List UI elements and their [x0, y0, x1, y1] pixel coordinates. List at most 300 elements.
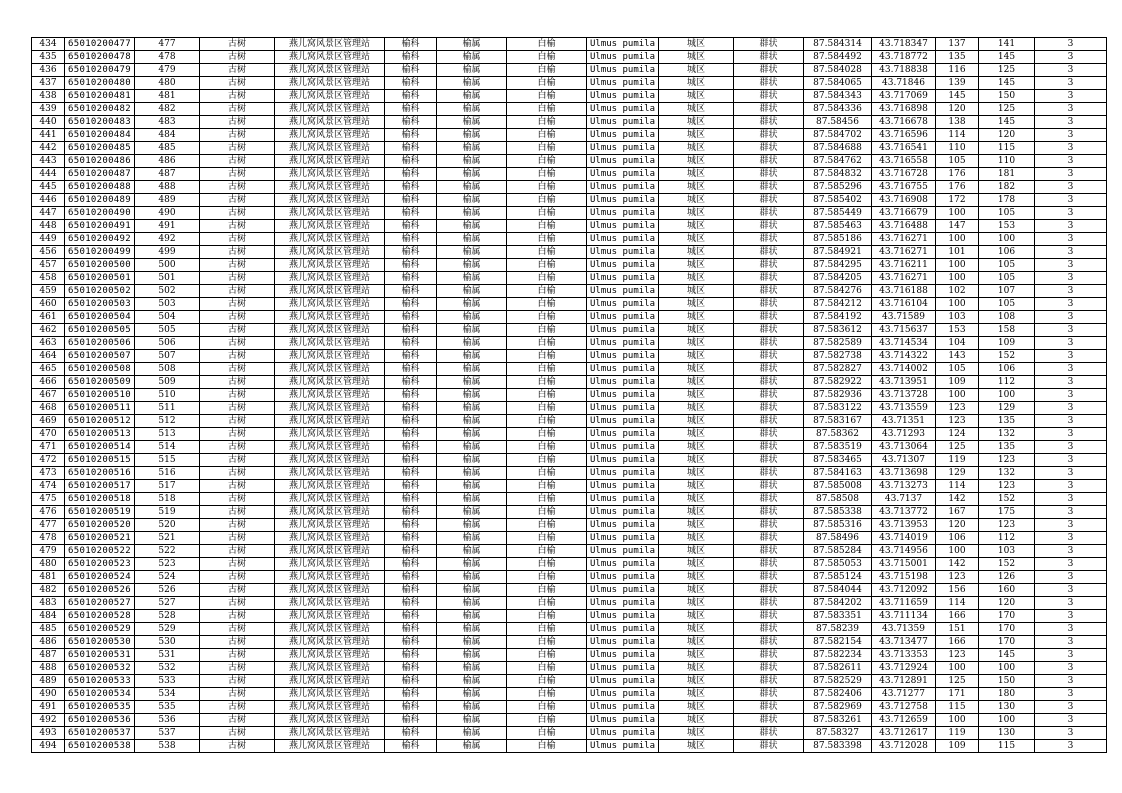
latitude-cell: 43.716679 [872, 207, 936, 220]
genus-cell: 榆属 [437, 545, 507, 558]
seq-cell: 457 [32, 259, 65, 272]
tree-code-cell: 65010200515 [65, 454, 135, 467]
age-cell: 100 [936, 298, 979, 311]
longitude-cell: 87.585284 [804, 545, 872, 558]
age-estimate-cell: 150 [979, 90, 1035, 103]
age-cell: 166 [936, 610, 979, 623]
latitude-cell: 43.718347 [872, 38, 936, 51]
species-cell: 白榆 [507, 155, 587, 168]
management-unit-cell: 燕儿窝风景区管理站 [275, 233, 385, 246]
family-cell: 榆科 [385, 610, 437, 623]
age-cell: 114 [936, 129, 979, 142]
age-estimate-cell: 106 [979, 363, 1035, 376]
seq-cell: 470 [32, 428, 65, 441]
genus-cell: 榆属 [437, 714, 507, 727]
species-cell: 白榆 [507, 142, 587, 155]
age-cell: 100 [936, 259, 979, 272]
latin-name-cell: Ulmus pumila [587, 51, 659, 64]
category-cell: 古树 [200, 649, 275, 662]
age-cell: 100 [936, 272, 979, 285]
management-unit-cell: 燕儿窝风景区管理站 [275, 363, 385, 376]
distribution-cell: 群状 [734, 337, 804, 350]
age-estimate-cell: 109 [979, 337, 1035, 350]
genus-cell: 榆属 [437, 38, 507, 51]
district-cell: 城区 [659, 64, 734, 77]
longitude-cell: 87.582738 [804, 350, 872, 363]
latitude-cell: 43.71846 [872, 77, 936, 90]
age-estimate-cell: 125 [979, 103, 1035, 116]
latitude-cell: 43.713728 [872, 389, 936, 402]
age-estimate-cell: 123 [979, 480, 1035, 493]
category-cell: 古树 [200, 194, 275, 207]
management-unit-cell: 燕儿窝风景区管理站 [275, 415, 385, 428]
latin-name-cell: Ulmus pumila [587, 207, 659, 220]
tree-number-cell: 533 [135, 675, 200, 688]
management-unit-cell: 燕儿窝风景区管理站 [275, 402, 385, 415]
family-cell: 榆科 [385, 311, 437, 324]
latin-name-cell: Ulmus pumila [587, 532, 659, 545]
age-cell: 125 [936, 441, 979, 454]
tree-number-cell: 500 [135, 259, 200, 272]
longitude-cell: 87.58239 [804, 623, 872, 636]
tree-number-cell: 524 [135, 571, 200, 584]
species-cell: 白榆 [507, 116, 587, 129]
seq-cell: 438 [32, 90, 65, 103]
latitude-cell: 43.712659 [872, 714, 936, 727]
age-cell: 109 [936, 740, 979, 753]
seq-cell: 489 [32, 675, 65, 688]
age-cell: 110 [936, 142, 979, 155]
district-cell: 城区 [659, 480, 734, 493]
category-cell: 古树 [200, 701, 275, 714]
tree-number-cell: 509 [135, 376, 200, 389]
species-cell: 白榆 [507, 168, 587, 181]
longitude-cell: 87.583519 [804, 441, 872, 454]
tree-code-cell: 65010200480 [65, 77, 135, 90]
management-unit-cell: 燕儿窝风景区管理站 [275, 246, 385, 259]
latitude-cell: 43.7137 [872, 493, 936, 506]
distribution-cell: 群状 [734, 116, 804, 129]
age-cell: 100 [936, 233, 979, 246]
age-cell: 123 [936, 571, 979, 584]
genus-cell: 榆属 [437, 415, 507, 428]
distribution-cell: 群状 [734, 155, 804, 168]
latin-name-cell: Ulmus pumila [587, 675, 659, 688]
species-cell: 白榆 [507, 272, 587, 285]
age-estimate-cell: 130 [979, 727, 1035, 740]
tree-number-cell: 480 [135, 77, 200, 90]
tree-number-cell: 532 [135, 662, 200, 675]
latin-name-cell: Ulmus pumila [587, 220, 659, 233]
management-unit-cell: 燕儿窝风景区管理站 [275, 597, 385, 610]
distribution-cell: 群状 [734, 519, 804, 532]
management-unit-cell: 燕儿窝风景区管理站 [275, 259, 385, 272]
longitude-cell: 87.584202 [804, 597, 872, 610]
table-row [32, 298, 1107, 311]
longitude-cell: 87.582589 [804, 337, 872, 350]
age-estimate-cell: 178 [979, 194, 1035, 207]
longitude-cell: 87.58496 [804, 532, 872, 545]
family-cell: 榆科 [385, 558, 437, 571]
seq-cell: 443 [32, 155, 65, 168]
longitude-cell: 87.58456 [804, 116, 872, 129]
family-cell: 榆科 [385, 441, 437, 454]
family-cell: 榆科 [385, 740, 437, 753]
latitude-cell: 43.716188 [872, 285, 936, 298]
latitude-cell: 43.713477 [872, 636, 936, 649]
category-cell: 古树 [200, 77, 275, 90]
table-row [32, 363, 1107, 376]
tree-number-cell: 510 [135, 389, 200, 402]
grade-cell: 3 [1035, 610, 1107, 623]
age-estimate-cell: 106 [979, 246, 1035, 259]
category-cell: 古树 [200, 129, 275, 142]
category-cell: 古树 [200, 181, 275, 194]
grade-cell: 3 [1035, 649, 1107, 662]
table-row [32, 116, 1107, 129]
distribution-cell: 群状 [734, 298, 804, 311]
age-estimate-cell: 120 [979, 597, 1035, 610]
tree-number-cell: 484 [135, 129, 200, 142]
family-cell: 榆科 [385, 38, 437, 51]
genus-cell: 榆属 [437, 402, 507, 415]
category-cell: 古树 [200, 103, 275, 116]
latin-name-cell: Ulmus pumila [587, 350, 659, 363]
category-cell: 古树 [200, 90, 275, 103]
age-cell: 156 [936, 584, 979, 597]
family-cell: 榆科 [385, 649, 437, 662]
age-cell: 104 [936, 337, 979, 350]
distribution-cell: 群状 [734, 77, 804, 90]
category-cell: 古树 [200, 116, 275, 129]
grade-cell: 3 [1035, 324, 1107, 337]
age-estimate-cell: 180 [979, 688, 1035, 701]
district-cell: 城区 [659, 727, 734, 740]
management-unit-cell: 燕儿窝风景区管理站 [275, 181, 385, 194]
ancient-tree-table [31, 37, 1107, 753]
genus-cell: 榆属 [437, 220, 507, 233]
genus-cell: 榆属 [437, 285, 507, 298]
distribution-cell: 群状 [734, 194, 804, 207]
genus-cell: 榆属 [437, 90, 507, 103]
tree-code-cell: 65010200530 [65, 636, 135, 649]
age-estimate-cell: 125 [979, 64, 1035, 77]
tree-number-cell: 503 [135, 298, 200, 311]
genus-cell: 榆属 [437, 688, 507, 701]
category-cell: 古树 [200, 493, 275, 506]
district-cell: 城区 [659, 597, 734, 610]
grade-cell: 3 [1035, 571, 1107, 584]
longitude-cell: 87.585316 [804, 519, 872, 532]
distribution-cell: 群状 [734, 350, 804, 363]
species-cell: 白榆 [507, 649, 587, 662]
age-estimate-cell: 132 [979, 428, 1035, 441]
genus-cell: 榆属 [437, 597, 507, 610]
latitude-cell: 43.712617 [872, 727, 936, 740]
latin-name-cell: Ulmus pumila [587, 428, 659, 441]
seq-cell: 466 [32, 376, 65, 389]
genus-cell: 榆属 [437, 519, 507, 532]
age-cell: 171 [936, 688, 979, 701]
grade-cell: 3 [1035, 233, 1107, 246]
table-row [32, 142, 1107, 155]
latitude-cell: 43.716678 [872, 116, 936, 129]
latitude-cell: 43.713772 [872, 506, 936, 519]
table-row [32, 194, 1107, 207]
latitude-cell: 43.71277 [872, 688, 936, 701]
genus-cell: 榆属 [437, 363, 507, 376]
latin-name-cell: Ulmus pumila [587, 337, 659, 350]
tree-number-cell: 514 [135, 441, 200, 454]
tree-number-cell: 485 [135, 142, 200, 155]
management-unit-cell: 燕儿窝风景区管理站 [275, 155, 385, 168]
grade-cell: 3 [1035, 298, 1107, 311]
distribution-cell: 群状 [734, 610, 804, 623]
latin-name-cell: Ulmus pumila [587, 181, 659, 194]
family-cell: 榆科 [385, 519, 437, 532]
longitude-cell: 87.584336 [804, 103, 872, 116]
distribution-cell: 群状 [734, 129, 804, 142]
distribution-cell: 群状 [734, 441, 804, 454]
category-cell: 古树 [200, 545, 275, 558]
district-cell: 城区 [659, 701, 734, 714]
longitude-cell: 87.582406 [804, 688, 872, 701]
family-cell: 榆科 [385, 207, 437, 220]
distribution-cell: 群状 [734, 636, 804, 649]
longitude-cell: 87.583351 [804, 610, 872, 623]
table-row [32, 311, 1107, 324]
longitude-cell: 87.582969 [804, 701, 872, 714]
seq-cell: 435 [32, 51, 65, 64]
seq-cell: 458 [32, 272, 65, 285]
grade-cell: 3 [1035, 467, 1107, 480]
category-cell: 古树 [200, 311, 275, 324]
seq-cell: 464 [32, 350, 65, 363]
category-cell: 古树 [200, 662, 275, 675]
latitude-cell: 43.718772 [872, 51, 936, 64]
management-unit-cell: 燕儿窝风景区管理站 [275, 519, 385, 532]
distribution-cell: 群状 [734, 259, 804, 272]
latitude-cell: 43.713951 [872, 376, 936, 389]
seq-cell: 474 [32, 480, 65, 493]
family-cell: 榆科 [385, 571, 437, 584]
longitude-cell: 87.583167 [804, 415, 872, 428]
age-estimate-cell: 105 [979, 272, 1035, 285]
age-cell: 116 [936, 64, 979, 77]
longitude-cell: 87.583261 [804, 714, 872, 727]
age-estimate-cell: 152 [979, 558, 1035, 571]
management-unit-cell: 燕儿窝风景区管理站 [275, 298, 385, 311]
tree-number-cell: 527 [135, 597, 200, 610]
district-cell: 城区 [659, 129, 734, 142]
latitude-cell: 43.716755 [872, 181, 936, 194]
species-cell: 白榆 [507, 675, 587, 688]
district-cell: 城区 [659, 51, 734, 64]
grade-cell: 3 [1035, 129, 1107, 142]
category-cell: 古树 [200, 376, 275, 389]
table-row [32, 324, 1107, 337]
district-cell: 城区 [659, 623, 734, 636]
seq-cell: 484 [32, 610, 65, 623]
genus-cell: 榆属 [437, 467, 507, 480]
tree-code-cell: 65010200478 [65, 51, 135, 64]
distribution-cell: 群状 [734, 597, 804, 610]
species-cell: 白榆 [507, 90, 587, 103]
table-row [32, 441, 1107, 454]
longitude-cell: 87.584343 [804, 90, 872, 103]
tree-code-cell: 65010200533 [65, 675, 135, 688]
grade-cell: 3 [1035, 155, 1107, 168]
tree-code-cell: 65010200501 [65, 272, 135, 285]
species-cell: 白榆 [507, 363, 587, 376]
species-cell: 白榆 [507, 376, 587, 389]
latitude-cell: 43.711134 [872, 610, 936, 623]
distribution-cell: 群状 [734, 454, 804, 467]
species-cell: 白榆 [507, 324, 587, 337]
age-estimate-cell: 141 [979, 38, 1035, 51]
family-cell: 榆科 [385, 103, 437, 116]
grade-cell: 3 [1035, 428, 1107, 441]
species-cell: 白榆 [507, 506, 587, 519]
management-unit-cell: 燕儿窝风景区管理站 [275, 51, 385, 64]
district-cell: 城区 [659, 493, 734, 506]
latin-name-cell: Ulmus pumila [587, 636, 659, 649]
tree-code-cell: 65010200503 [65, 298, 135, 311]
grade-cell: 3 [1035, 454, 1107, 467]
genus-cell: 榆属 [437, 142, 507, 155]
tree-code-cell: 65010200524 [65, 571, 135, 584]
longitude-cell: 87.584065 [804, 77, 872, 90]
district-cell: 城区 [659, 350, 734, 363]
age-estimate-cell: 153 [979, 220, 1035, 233]
family-cell: 榆科 [385, 688, 437, 701]
management-unit-cell: 燕儿窝风景区管理站 [275, 77, 385, 90]
table-row [32, 233, 1107, 246]
latin-name-cell: Ulmus pumila [587, 714, 659, 727]
category-cell: 古树 [200, 584, 275, 597]
species-cell: 白榆 [507, 662, 587, 675]
age-estimate-cell: 158 [979, 324, 1035, 337]
family-cell: 榆科 [385, 155, 437, 168]
seq-cell: 472 [32, 454, 65, 467]
category-cell: 古树 [200, 259, 275, 272]
latitude-cell: 43.716271 [872, 233, 936, 246]
table-row [32, 688, 1107, 701]
species-cell: 白榆 [507, 558, 587, 571]
district-cell: 城区 [659, 636, 734, 649]
latin-name-cell: Ulmus pumila [587, 493, 659, 506]
latin-name-cell: Ulmus pumila [587, 155, 659, 168]
category-cell: 古树 [200, 64, 275, 77]
district-cell: 城区 [659, 428, 734, 441]
district-cell: 城区 [659, 246, 734, 259]
species-cell: 白榆 [507, 259, 587, 272]
tree-code-cell: 65010200477 [65, 38, 135, 51]
distribution-cell: 群状 [734, 558, 804, 571]
family-cell: 榆科 [385, 142, 437, 155]
grade-cell: 3 [1035, 701, 1107, 714]
table-row [32, 740, 1107, 753]
latitude-cell: 43.714534 [872, 337, 936, 350]
latin-name-cell: Ulmus pumila [587, 142, 659, 155]
tree-code-cell: 65010200526 [65, 584, 135, 597]
tree-code-cell: 65010200484 [65, 129, 135, 142]
tree-number-cell: 538 [135, 740, 200, 753]
tree-code-cell: 65010200512 [65, 415, 135, 428]
management-unit-cell: 燕儿窝风景区管理站 [275, 64, 385, 77]
tree-number-cell: 516 [135, 467, 200, 480]
latitude-cell: 43.713273 [872, 480, 936, 493]
grade-cell: 3 [1035, 623, 1107, 636]
latin-name-cell: Ulmus pumila [587, 259, 659, 272]
longitude-cell: 87.585296 [804, 181, 872, 194]
longitude-cell: 87.582529 [804, 675, 872, 688]
latin-name-cell: Ulmus pumila [587, 727, 659, 740]
table-row [32, 428, 1107, 441]
distribution-cell: 群状 [734, 38, 804, 51]
grade-cell: 3 [1035, 103, 1107, 116]
family-cell: 榆科 [385, 337, 437, 350]
distribution-cell: 群状 [734, 233, 804, 246]
category-cell: 古树 [200, 415, 275, 428]
category-cell: 古树 [200, 597, 275, 610]
tree-code-cell: 65010200537 [65, 727, 135, 740]
tree-code-cell: 65010200482 [65, 103, 135, 116]
latin-name-cell: Ulmus pumila [587, 363, 659, 376]
grade-cell: 3 [1035, 337, 1107, 350]
age-cell: 102 [936, 285, 979, 298]
management-unit-cell: 燕儿窝风景区管理站 [275, 506, 385, 519]
seq-cell: 493 [32, 727, 65, 740]
category-cell: 古树 [200, 363, 275, 376]
district-cell: 城区 [659, 311, 734, 324]
tree-code-cell: 65010200511 [65, 402, 135, 415]
grade-cell: 3 [1035, 389, 1107, 402]
age-cell: 167 [936, 506, 979, 519]
tree-number-cell: 489 [135, 194, 200, 207]
management-unit-cell: 燕儿窝风景区管理站 [275, 740, 385, 753]
management-unit-cell: 燕儿窝风景区管理站 [275, 441, 385, 454]
latitude-cell: 43.715001 [872, 558, 936, 571]
category-cell: 古树 [200, 675, 275, 688]
distribution-cell: 群状 [734, 506, 804, 519]
tree-number-cell: 522 [135, 545, 200, 558]
latin-name-cell: Ulmus pumila [587, 610, 659, 623]
district-cell: 城区 [659, 558, 734, 571]
district-cell: 城区 [659, 545, 734, 558]
age-estimate-cell: 182 [979, 181, 1035, 194]
management-unit-cell: 燕儿窝风景区管理站 [275, 324, 385, 337]
seq-cell: 459 [32, 285, 65, 298]
tree-number-cell: 507 [135, 350, 200, 363]
latitude-cell: 43.712891 [872, 675, 936, 688]
seq-cell: 492 [32, 714, 65, 727]
species-cell: 白榆 [507, 38, 587, 51]
management-unit-cell: 燕儿窝风景区管理站 [275, 688, 385, 701]
district-cell: 城区 [659, 506, 734, 519]
longitude-cell: 87.58362 [804, 428, 872, 441]
seq-cell: 475 [32, 493, 65, 506]
tree-number-cell: 483 [135, 116, 200, 129]
tree-code-cell: 65010200492 [65, 233, 135, 246]
seq-cell: 461 [32, 311, 65, 324]
genus-cell: 榆属 [437, 532, 507, 545]
tree-code-cell: 65010200481 [65, 90, 135, 103]
age-estimate-cell: 129 [979, 402, 1035, 415]
tree-code-cell: 65010200490 [65, 207, 135, 220]
tree-number-cell: 482 [135, 103, 200, 116]
management-unit-cell: 燕儿窝风景区管理站 [275, 727, 385, 740]
